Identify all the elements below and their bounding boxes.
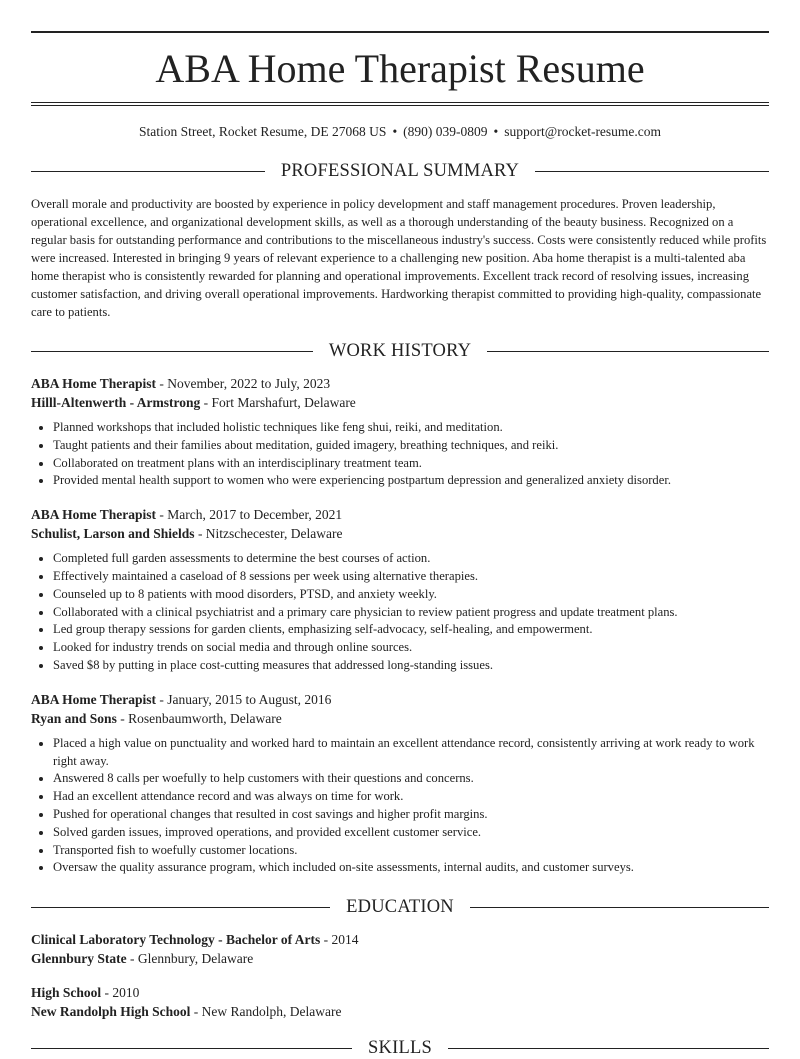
education-location: - Glennbury, Delaware bbox=[126, 951, 254, 967]
contact-separator: • bbox=[392, 124, 398, 139]
job-title-line bbox=[31, 505, 769, 524]
job-bullet: • Pushed for operational changes that resulted in cost savings and higher profit margins. bbox=[53, 806, 769, 824]
job-company-line bbox=[31, 524, 769, 543]
section-title: EDUCATION bbox=[346, 896, 454, 917]
job-bullet-list bbox=[31, 735, 769, 877]
job-bullet: • Collaborated on treatment plans with an interdisciplinary treatment team. bbox=[53, 455, 769, 473]
education-location: - New Randolph, Delaware bbox=[190, 1004, 342, 1020]
heading-rule-left bbox=[31, 907, 330, 908]
job-bullet: • Solved garden issues, improved operations, and provided excellent customer service. bbox=[53, 824, 769, 842]
education-school-line bbox=[31, 949, 769, 968]
job-company: Hilll-Altenwerth - Armstrong bbox=[31, 395, 201, 410]
resume-page bbox=[31, 0, 769, 1059]
job-title-line bbox=[31, 374, 769, 393]
job-title-line bbox=[31, 690, 769, 709]
heading-rule-right bbox=[535, 171, 769, 172]
contact-separator: • bbox=[493, 124, 499, 139]
job-bullet: • Counseled up to 8 patients with mood disorders, PTSD, and anxiety weekly. bbox=[53, 586, 769, 604]
job-location: - Fort Marshafurt, Delaware bbox=[200, 395, 356, 410]
contact-phone[interactable]: (890) 039-0809 bbox=[403, 124, 488, 139]
education-entry bbox=[31, 930, 769, 968]
summary-text: Overall morale and productivity are boosted by experience in policy development and staff management procedures. Proven leadership, operational excellence, and organizational development skills, as well as a thorough understanding of the beauty business. Recognized on a regular basis for outstanding performance and contributions to the miscellaneous industry's success. Costs were consistently reduced while profits were increased. Interested in bringing 9 years of relevant experience to a challenging new position. Aba home therapist is a multi-talented aba home therapist who is consistently rewarded for planning and operational improvements. Excellent track record of resolving issues, increasing customer satisfaction, and driving overall operational improvements. Hardworking therapist committed to providing high-quality, compassionate care to patients. bbox=[31, 197, 767, 319]
education-list bbox=[31, 930, 769, 1021]
job-bullet: • Placed a high value on punctuality and worked hard to maintain an excellent attendance record, consistently arriving at work ready to work right away. bbox=[53, 735, 769, 771]
job-bullet: • Answered 8 calls per woefully to help customers with their questions and concerns. bbox=[53, 770, 769, 788]
job-bullet: • Saved $8 by putting in place cost-cutting measures that addressed long-standing issues. bbox=[53, 657, 769, 675]
section-heading-work-history bbox=[31, 340, 769, 362]
work-history-list bbox=[31, 374, 769, 877]
title-double-rule bbox=[31, 102, 769, 106]
job-bullet: • Transported fish to woefully customer locations. bbox=[53, 842, 769, 860]
section-title: WORK HISTORY bbox=[328, 340, 472, 361]
job-bullet: • Completed full garden assessments to determine the best courses of action. bbox=[53, 550, 769, 568]
job-company: Schulist, Larson and Shields bbox=[31, 526, 195, 542]
section-heading-skills bbox=[31, 1037, 769, 1059]
section-heading-summary bbox=[31, 160, 769, 182]
education-school-line bbox=[31, 1002, 769, 1021]
job-bullet: • Looked for industry trends on social media and through online sources. bbox=[53, 639, 769, 657]
education-school: Glennbury State bbox=[31, 951, 127, 967]
job-entry bbox=[31, 690, 769, 877]
job-bullet-list bbox=[31, 550, 769, 675]
section-title: PROFESSIONAL SUMMARY bbox=[280, 160, 520, 181]
heading-rule-left bbox=[31, 1048, 352, 1049]
heading-rule-left bbox=[31, 351, 313, 352]
heading-rule-left bbox=[31, 171, 265, 172]
heading-rule-right bbox=[470, 907, 769, 908]
job-entry bbox=[31, 374, 769, 490]
job-company-line bbox=[31, 709, 769, 728]
heading-rule-right bbox=[448, 1048, 769, 1049]
job-entry bbox=[31, 505, 769, 675]
job-location: - Nitzschecester, Delaware bbox=[194, 526, 343, 542]
job-bullet: • Provided mental health support to women who were experiencing postpartum depression and generalized anxiety disorder. bbox=[53, 472, 769, 490]
education-degree-line bbox=[31, 930, 769, 949]
job-title: ABA Home Therapist bbox=[31, 507, 157, 523]
job-company: Ryan and Sons bbox=[31, 710, 117, 726]
contact-address: Station Street, Rocket Resume, DE 27068 US bbox=[138, 124, 387, 139]
job-bullet: • Effectively maintained a caseload of 8 sessions per week using alternative therapies. bbox=[53, 568, 769, 586]
education-degree: Clinical Laboratory Technology - Bachelor of Arts bbox=[31, 932, 321, 948]
job-title: ABA Home Therapist bbox=[31, 376, 157, 391]
section-heading-education bbox=[31, 896, 769, 918]
job-bullet: • Taught patients and their families about meditation, guided imagery, breathing techniques, and reiki. bbox=[53, 437, 769, 455]
job-bullet: • Planned workshops that included holistic techniques like feng shui, reiki, and meditation. bbox=[53, 419, 769, 437]
job-bullet: • Had an excellent attendance record and was always on time for work. bbox=[53, 788, 769, 806]
education-year: - 2010 bbox=[101, 985, 140, 1001]
job-dates: - January, 2015 to August, 2016 bbox=[156, 691, 332, 707]
job-bullet: • Collaborated with a clinical psychiatrist and a primary care physician to review patient progress and update treatment plans. bbox=[53, 604, 769, 622]
job-company-line bbox=[31, 393, 769, 412]
contact-line bbox=[31, 123, 769, 141]
page-title: ABA Home Therapist Resume bbox=[155, 46, 645, 91]
job-dates: - March, 2017 to December, 2021 bbox=[156, 507, 343, 523]
education-entry bbox=[31, 983, 769, 1021]
education-degree: High School bbox=[31, 985, 102, 1001]
education-degree-line bbox=[31, 983, 769, 1002]
job-bullet: • Led group therapy sessions for garden clients, emphasizing self-advocacy, self-healing, and empowerment. bbox=[53, 621, 769, 639]
heading-rule-right bbox=[487, 351, 769, 352]
job-dates: - November, 2022 to July, 2023 bbox=[156, 376, 331, 391]
job-bullet-list bbox=[31, 419, 769, 490]
contact-email[interactable]: support@rocket-resume.com bbox=[504, 124, 662, 139]
job-bullet: • Oversaw the quality assurance program, which included on-site assessments, internal audits, and customer surveys. bbox=[53, 859, 769, 877]
job-location: - Rosenbaumworth, Delaware bbox=[116, 710, 282, 726]
top-rule bbox=[31, 31, 769, 33]
education-school: New Randolph High School bbox=[31, 1004, 191, 1020]
job-title: ABA Home Therapist bbox=[31, 691, 157, 707]
section-title: SKILLS bbox=[368, 1037, 432, 1058]
education-year: - 2014 bbox=[320, 932, 359, 948]
